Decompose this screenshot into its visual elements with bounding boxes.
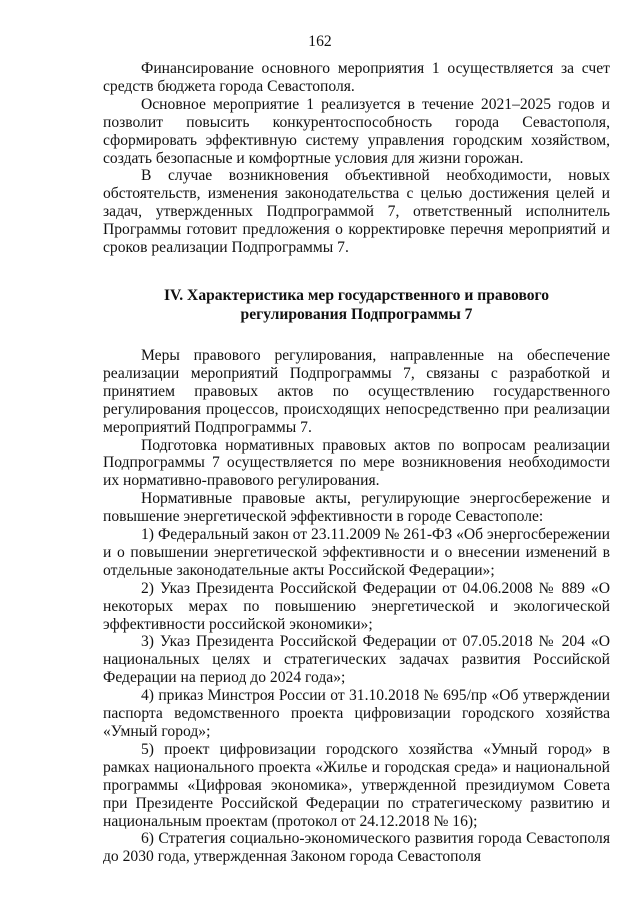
list-item: 3) Указ Президента Российской Федерации от 07.05.2018 № 204 «О национальных целях и стратегических задачах развития Российской Федерации на период до 2024 года»; xyxy=(103,633,610,687)
paragraph: Нормативные правовые акты, регулирующие энергосбережение и повышение энергетической эффективности в городе Севастополе: xyxy=(103,490,610,526)
list-item: 5) проект цифровизации городского хозяйства «Умный город» в рамках национального проекта «Жилье и городская среда» и национальной программы «Цифровая экономика», утвержденной президиумом Совета при Президенте Российской Федерации по стратегическому развитию и национальным проектам (протокол от 24.12.2018 № 16); xyxy=(103,740,610,830)
list-item: 6) Стратегия социально-экономического развития города Севастополя до 2030 года, утвержденная Законом города Севастополя xyxy=(103,830,610,866)
paragraph: Меры правового регулирования, направленные на обеспечение реализации мероприятий Подпрограммы 7, связаны с разработкой и принятием правовых актов по осуществлению государственного регулирования процессов, происходящих непосредственно при реализации мероприятий Подпрограммы 7. xyxy=(103,346,610,436)
section-heading xyxy=(103,286,610,324)
section-heading-line: IV. Характеристика мер государственного и правового xyxy=(163,286,550,304)
paragraph: Подготовка нормативных правовых актов по вопросам реализации Подпрограммы 7 осуществляется по мере возникновения необходимости их нормативно-правового регулирования. xyxy=(103,436,610,490)
section-heading-line: регулирования Подпрограммы 7 xyxy=(240,305,473,323)
paragraph: В случае возникновения объективной необходимости, новых обстоятельств, изменения законодательства с целью достижения целей и задач, утвержденных Подпрограммой 7, ответственный исполнитель Программы готовит предложения о корректировке перечня мероприятий и сроков реализации Подпрограммы 7. xyxy=(103,167,610,257)
list-item: 2) Указ Президента Российской Федерации от 04.06.2008 № 889 «О некоторых мерах по повышению энергетической и экологической эффективности российской экономики»; xyxy=(103,579,610,633)
document-body xyxy=(103,60,610,866)
paragraph: Финансирование основного мероприятия 1 осуществляется за счет средств бюджета города Севастополя. xyxy=(103,60,610,95)
list-item: 1) Федеральный закон от 23.11.2009 № 261-ФЗ «Об энергосбережении и о повышении энергетической эффективности и о внесении изменений в отдельные законодательные акты Российской Федерации»; xyxy=(103,526,610,579)
list-item: 4) приказ Минстроя России от 31.10.2018 № 695/пр «Об утверждении паспорта ведомственного проекта цифровизации городского хозяйства «Умный город»; xyxy=(103,687,610,740)
page-number: 162 xyxy=(308,33,332,50)
paragraph: Основное мероприятие 1 реализуется в течение 2021–2025 годов и позволит повысить конкурентоспособность города Севастополя, сформировать эффективную систему управления городским хозяйством, создать безопасные и комфортные условия для жизни горожан. xyxy=(103,95,610,167)
